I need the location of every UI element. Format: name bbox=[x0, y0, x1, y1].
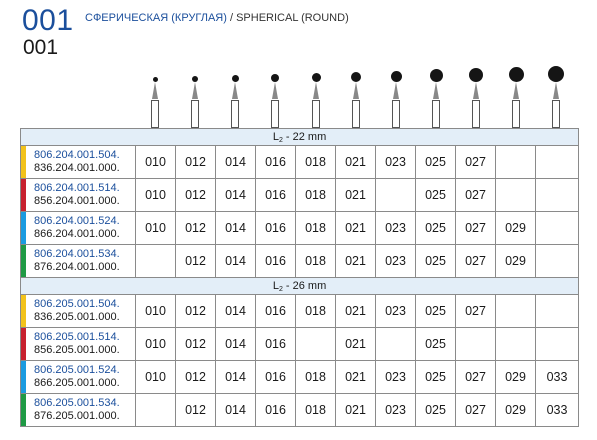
size-cell bbox=[376, 179, 416, 212]
size-cell: 016 bbox=[256, 295, 296, 328]
reference-number: 806.205.001.524. bbox=[34, 364, 120, 376]
reference-number: 806.205.001.504. bbox=[34, 298, 120, 310]
reference-cell bbox=[21, 146, 136, 179]
reference-cell bbox=[21, 328, 136, 361]
size-cell: 027 bbox=[456, 361, 496, 394]
size-cell: 018 bbox=[296, 146, 336, 179]
bur-head-icon bbox=[548, 66, 564, 82]
reference-number: 806.205.001.514. bbox=[34, 331, 120, 343]
grit-color-strip bbox=[21, 394, 26, 426]
bur-head-icon bbox=[351, 72, 361, 82]
grit-color-strip bbox=[21, 361, 26, 393]
reference-number-alt: 856.205.001.000. bbox=[34, 344, 120, 356]
bur-016 bbox=[265, 60, 285, 129]
bur-shank-icon bbox=[552, 100, 560, 128]
bur-neck-icon bbox=[553, 82, 559, 99]
reference-number-alt: 866.205.001.000. bbox=[34, 377, 120, 389]
grit-color-strip bbox=[21, 212, 26, 244]
bur-shank-icon bbox=[231, 100, 239, 128]
size-cell: 016 bbox=[256, 179, 296, 212]
bur-neck-icon bbox=[192, 82, 198, 99]
reference-number: 806.204.001.524. bbox=[34, 215, 120, 227]
bur-head-icon bbox=[509, 67, 524, 82]
size-cell bbox=[536, 146, 579, 179]
reference-cell bbox=[21, 245, 136, 278]
size-cell bbox=[496, 146, 536, 179]
bur-shank-icon bbox=[392, 100, 400, 128]
size-cell: 025 bbox=[416, 245, 456, 278]
reference-number-alt: 876.205.001.000. bbox=[34, 410, 120, 422]
size-cell: 021 bbox=[336, 179, 376, 212]
length-symbol: L bbox=[272, 130, 279, 143]
bur-head-icon bbox=[469, 68, 483, 82]
size-cell bbox=[496, 295, 536, 328]
size-cell: 021 bbox=[336, 212, 376, 245]
size-cell: 025 bbox=[416, 146, 456, 179]
size-cell: 010 bbox=[136, 212, 176, 245]
reference-number-alt: 836.205.001.000. bbox=[34, 311, 120, 323]
size-cell: 010 bbox=[136, 146, 176, 179]
size-cell bbox=[496, 179, 536, 212]
title-english: SPHERICAL (ROUND) bbox=[236, 12, 349, 24]
bur-012 bbox=[185, 60, 205, 129]
reference-number: 806.204.001.514. bbox=[34, 182, 120, 194]
bur-shank-icon bbox=[352, 100, 360, 128]
size-cell: 010 bbox=[136, 295, 176, 328]
reference-number: 806.205.001.534. bbox=[34, 397, 120, 409]
size-cell: 023 bbox=[376, 245, 416, 278]
table-row bbox=[21, 245, 579, 278]
size-cell: 021 bbox=[336, 295, 376, 328]
size-cell: 027 bbox=[456, 179, 496, 212]
size-cell: 014 bbox=[216, 212, 256, 245]
table-row bbox=[21, 361, 579, 394]
section-length-label bbox=[21, 278, 579, 295]
reference-cell bbox=[21, 394, 136, 427]
bur-head-icon bbox=[391, 71, 402, 82]
size-cell: 027 bbox=[456, 394, 496, 427]
bur-neck-icon bbox=[232, 82, 238, 99]
bur-shank-icon bbox=[271, 100, 279, 128]
section-length-label bbox=[21, 129, 579, 146]
size-cell: 016 bbox=[256, 245, 296, 278]
size-cell bbox=[536, 179, 579, 212]
size-cell: 014 bbox=[216, 328, 256, 361]
grit-color-strip bbox=[21, 245, 26, 277]
product-code-small: 001 bbox=[23, 36, 59, 59]
bur-shank-icon bbox=[472, 100, 480, 128]
title-separator: / bbox=[226, 12, 237, 24]
size-cell: 014 bbox=[216, 394, 256, 427]
section-header bbox=[21, 278, 579, 295]
size-cell: 023 bbox=[376, 146, 416, 179]
reference-number-alt: 856.204.001.000. bbox=[34, 195, 120, 207]
title-russian: СФЕРИЧЕСКАЯ (КРУГЛАЯ) bbox=[85, 12, 227, 24]
bur-head-icon bbox=[271, 74, 279, 82]
size-cell: 021 bbox=[336, 146, 376, 179]
size-cell: 014 bbox=[216, 146, 256, 179]
bur-018 bbox=[306, 60, 326, 129]
size-cell: 025 bbox=[416, 212, 456, 245]
size-cell: 010 bbox=[136, 328, 176, 361]
grit-color-strip bbox=[21, 146, 26, 178]
size-cell: 012 bbox=[176, 295, 216, 328]
bur-neck-icon bbox=[433, 82, 439, 99]
size-cell bbox=[536, 245, 579, 278]
reference-number-alt: 876.204.001.000. bbox=[34, 261, 120, 273]
length-symbol: L bbox=[272, 279, 279, 292]
size-cell bbox=[536, 212, 579, 245]
size-cell: 012 bbox=[176, 328, 216, 361]
bur-023 bbox=[386, 60, 406, 129]
size-cell: 016 bbox=[256, 361, 296, 394]
size-cell bbox=[136, 245, 176, 278]
bur-shank-icon bbox=[151, 100, 159, 128]
product-code-large: 001 bbox=[22, 4, 74, 37]
size-cell: 014 bbox=[216, 361, 256, 394]
bur-neck-icon bbox=[473, 82, 479, 99]
bur-neck-icon bbox=[272, 82, 278, 99]
bur-shank-icon bbox=[512, 100, 520, 128]
length-value: - 26 mm bbox=[282, 279, 327, 292]
length-value: - 22 mm bbox=[282, 130, 327, 143]
size-cell: 014 bbox=[216, 245, 256, 278]
size-cell: 012 bbox=[176, 179, 216, 212]
reference-number: 806.204.001.534. bbox=[34, 248, 120, 260]
size-cell: 023 bbox=[376, 394, 416, 427]
size-cell: 025 bbox=[416, 394, 456, 427]
size-cell: 018 bbox=[296, 295, 336, 328]
section-header bbox=[21, 129, 579, 146]
size-cell: 033 bbox=[536, 394, 579, 427]
reference-cell bbox=[21, 212, 136, 245]
bur-shank-icon bbox=[191, 100, 199, 128]
size-cell: 012 bbox=[176, 245, 216, 278]
bur-033 bbox=[546, 60, 566, 129]
size-cell: 016 bbox=[256, 212, 296, 245]
size-cell: 014 bbox=[216, 295, 256, 328]
size-cell: 027 bbox=[456, 295, 496, 328]
bur-head-icon bbox=[232, 75, 239, 82]
size-cell: 018 bbox=[296, 179, 336, 212]
bur-027 bbox=[466, 60, 486, 129]
bur-neck-icon bbox=[513, 82, 519, 99]
size-cell bbox=[376, 328, 416, 361]
bur-025 bbox=[426, 60, 446, 129]
size-cell bbox=[456, 328, 496, 361]
bur-neck-icon bbox=[152, 82, 158, 99]
size-cell: 029 bbox=[496, 245, 536, 278]
table-row bbox=[21, 394, 579, 427]
size-cell bbox=[536, 328, 579, 361]
size-cell: 012 bbox=[176, 361, 216, 394]
size-cell: 018 bbox=[296, 212, 336, 245]
size-cell: 021 bbox=[336, 328, 376, 361]
catalog-table bbox=[20, 128, 579, 427]
bur-neck-icon bbox=[393, 82, 399, 99]
size-cell bbox=[496, 328, 536, 361]
size-cell: 023 bbox=[376, 295, 416, 328]
bur-010 bbox=[145, 60, 165, 129]
table-row bbox=[21, 295, 579, 328]
size-cell: 018 bbox=[296, 245, 336, 278]
bur-021 bbox=[346, 60, 366, 129]
bur-029 bbox=[506, 60, 526, 129]
length-subscript: 2 bbox=[278, 285, 283, 293]
size-cell: 010 bbox=[136, 361, 176, 394]
size-cell bbox=[296, 328, 336, 361]
reference-cell bbox=[21, 361, 136, 394]
reference-number: 806.204.001.504. bbox=[34, 149, 120, 161]
size-cell: 012 bbox=[176, 394, 216, 427]
size-cell: 025 bbox=[416, 295, 456, 328]
reference-cell bbox=[21, 179, 136, 212]
size-cell: 010 bbox=[136, 179, 176, 212]
bur-shank-icon bbox=[432, 100, 440, 128]
size-cell: 012 bbox=[176, 212, 216, 245]
grit-color-strip bbox=[21, 295, 26, 327]
table-row bbox=[21, 146, 579, 179]
table-row bbox=[21, 212, 579, 245]
reference-number-alt: 866.204.001.000. bbox=[34, 228, 120, 240]
size-cell: 029 bbox=[496, 361, 536, 394]
bur-014 bbox=[225, 60, 245, 129]
bur-shank-icon bbox=[312, 100, 320, 128]
table-row bbox=[21, 328, 579, 361]
bur-neck-icon bbox=[313, 82, 319, 99]
grit-color-strip bbox=[21, 179, 26, 211]
size-cell: 018 bbox=[296, 361, 336, 394]
size-cell: 016 bbox=[256, 328, 296, 361]
bur-head-icon bbox=[430, 69, 443, 82]
table-row bbox=[21, 179, 579, 212]
size-cell: 027 bbox=[456, 212, 496, 245]
shape-title bbox=[85, 12, 349, 25]
size-cell: 027 bbox=[456, 245, 496, 278]
bur-head-icon bbox=[312, 73, 321, 82]
size-cell: 025 bbox=[416, 361, 456, 394]
size-cell: 025 bbox=[416, 179, 456, 212]
size-cell: 023 bbox=[376, 361, 416, 394]
size-cell: 033 bbox=[536, 361, 579, 394]
size-cell: 025 bbox=[416, 328, 456, 361]
size-cell: 016 bbox=[256, 146, 296, 179]
grit-color-strip bbox=[21, 328, 26, 360]
size-cell: 027 bbox=[456, 146, 496, 179]
size-cell: 014 bbox=[216, 179, 256, 212]
size-cell: 012 bbox=[176, 146, 216, 179]
size-cell: 023 bbox=[376, 212, 416, 245]
size-cell: 021 bbox=[336, 394, 376, 427]
size-cell: 021 bbox=[336, 361, 376, 394]
bur-neck-icon bbox=[353, 82, 359, 99]
size-cell: 016 bbox=[256, 394, 296, 427]
size-cell: 018 bbox=[296, 394, 336, 427]
size-cell: 021 bbox=[336, 245, 376, 278]
size-cell bbox=[136, 394, 176, 427]
size-cell bbox=[536, 295, 579, 328]
size-cell: 029 bbox=[496, 394, 536, 427]
reference-number-alt: 836.204.001.000. bbox=[34, 162, 120, 174]
bur-illustrations bbox=[0, 60, 597, 129]
reference-cell bbox=[21, 295, 136, 328]
size-cell: 029 bbox=[496, 212, 536, 245]
length-subscript: 2 bbox=[278, 136, 283, 144]
